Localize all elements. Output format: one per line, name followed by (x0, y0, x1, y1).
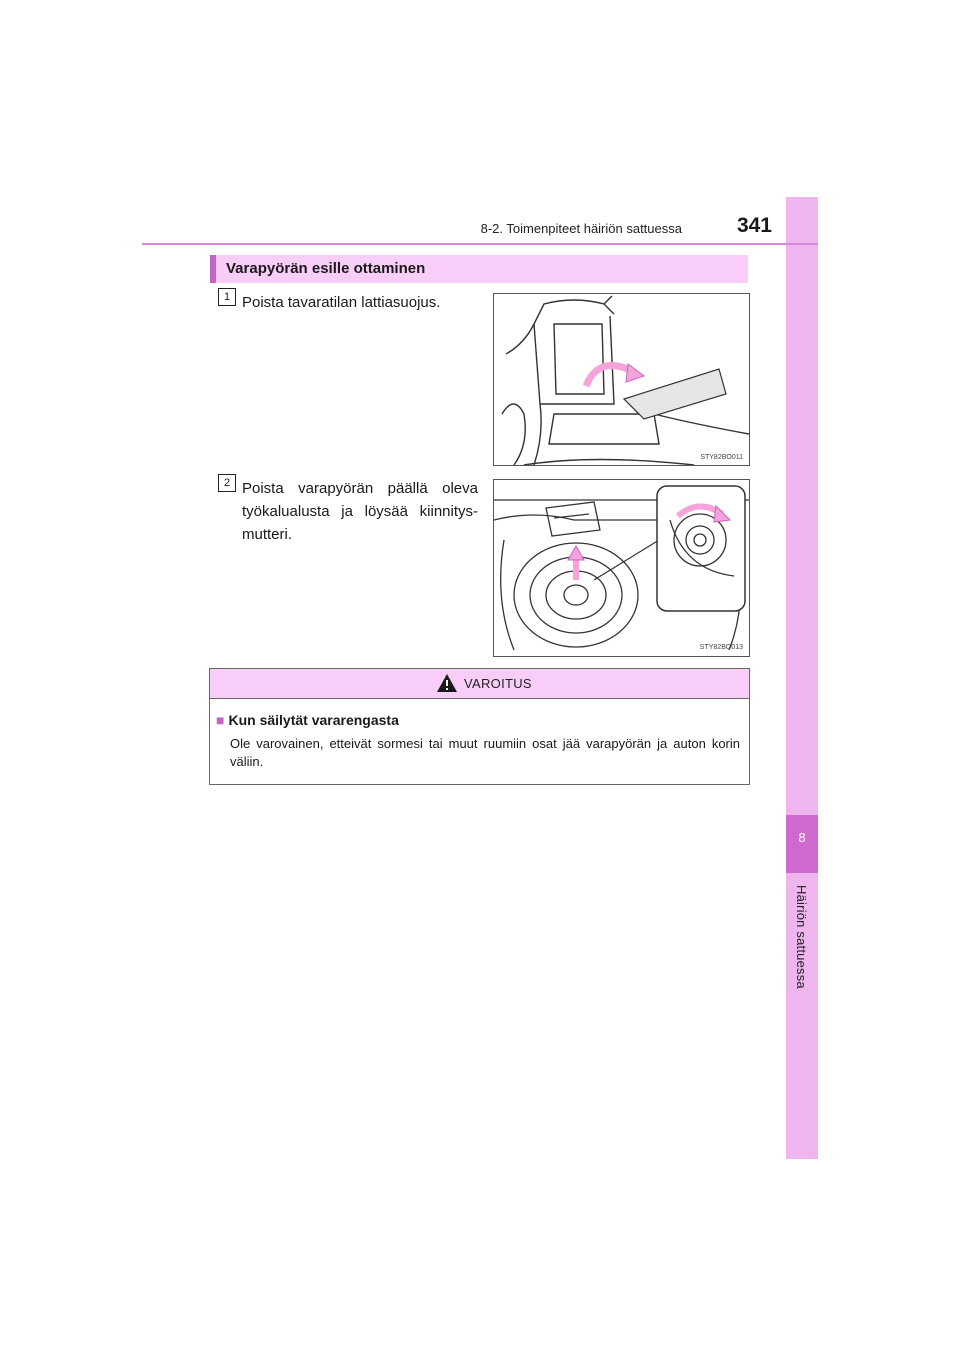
figure-spare-wheel (493, 479, 750, 657)
step-text-2: Poista varapyörän päällä oleva työkalualusta ja löysää kiinnitys-mutteri. (242, 480, 478, 543)
step-number-1: 1 (218, 288, 236, 306)
chapter-number: 8 (798, 830, 806, 845)
section-title: Varapyörän esille ottaminen (210, 255, 748, 283)
step-text-1: Poista tavaratilan lattiasuojus. (242, 294, 441, 311)
bullet-square-icon: ■ (216, 712, 225, 728)
section-header: 8-2. Toimenpiteet häiriön sattuessa (480, 221, 682, 236)
figure-trunk-floor-cover (493, 293, 750, 466)
warning-header (210, 669, 749, 699)
warning-box (209, 668, 750, 785)
warning-subheading (216, 712, 399, 728)
header-divider (142, 243, 818, 245)
spare-wheel-illustration (494, 480, 749, 656)
warning-triangle-icon (436, 673, 458, 693)
step-number-2: 2 (218, 474, 236, 492)
warning-subheading-text: Kun säilytät vararengasta (228, 712, 399, 728)
warning-title: VAROITUS (464, 676, 532, 691)
page-number: 341 (736, 214, 772, 237)
chapter-side-tab (786, 197, 818, 1159)
figure-code-1: STY82BO011 (700, 454, 743, 461)
trunk-illustration (494, 294, 749, 465)
warning-body: Ole varovainen, etteivät sormesi tai muut ruumiin osat jää varapyörän ja auton korin väliin. (230, 736, 740, 769)
figure-code-2: STY82BO013 (699, 644, 743, 651)
chapter-label: Häiriön sattuessa (794, 885, 809, 989)
